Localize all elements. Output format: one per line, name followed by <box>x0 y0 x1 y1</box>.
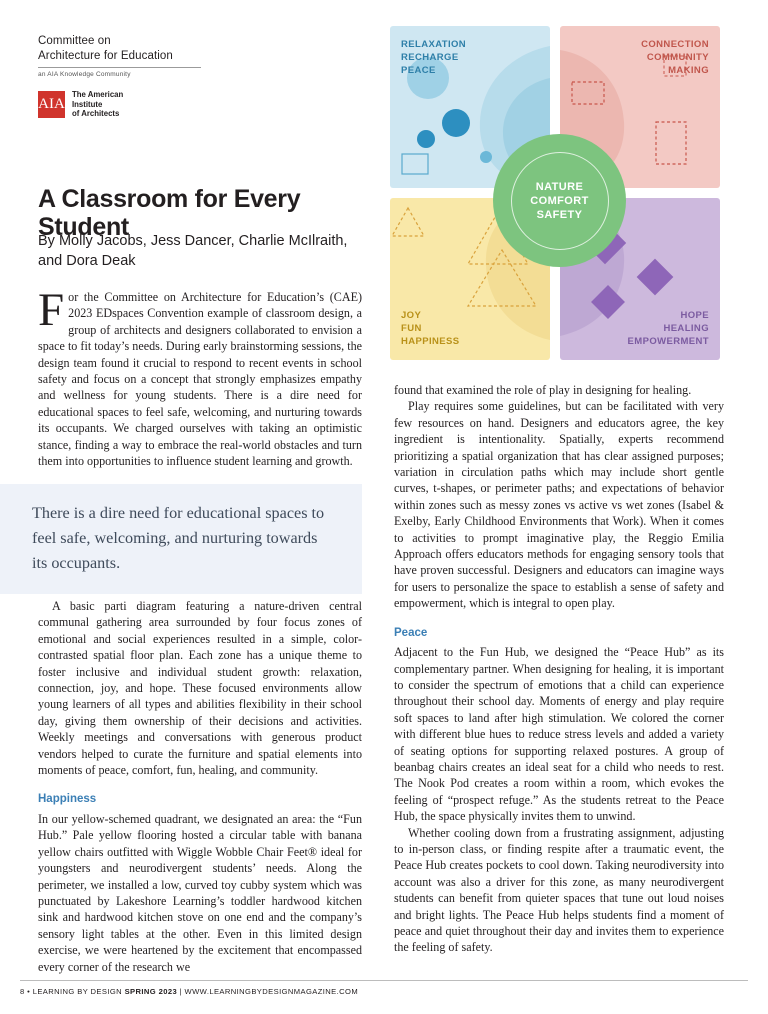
diagram-center-circle <box>493 134 626 267</box>
masthead-divider <box>38 67 201 68</box>
byline: By Molly Jacobs, Jess Dancer, Charlie McIlraith, and Dora Deak <box>38 233 348 269</box>
quadrant-joy-line1: JOY <box>401 310 422 321</box>
quadrant-label-relaxation <box>401 38 466 77</box>
quadrant-connection-line1: CONNECTION <box>641 39 709 50</box>
subhead-happiness: Happiness <box>38 793 97 806</box>
knowledge-community-label: an AIA Knowledge Community <box>38 71 131 78</box>
footer-page-number: 8 <box>20 987 25 996</box>
quadrant-hope-line1: HOPE <box>680 310 709 321</box>
aia-logo-line3: of Architects <box>72 109 120 118</box>
lead-paragraph <box>38 284 362 469</box>
happiness-paragraph: In our yellow-schemed quadrant, we designated an area: the “Fun Hub.” Pale yellow flooring hosted a circular table with banana yellow chairs outfitted with Wiggle Wobble Chair Feet® ideal for youngsters and neurodivergent students’ needs. Along the perimeter, we installed a low, curved toy cubby system which was punctuated by Lakeshore Learning’s toddler hardwood kitchen sink and hardwood kitchen stove on one end and the company’s sensory light tables at the other. Even in this limited design exercise, we were heartened by the excitement that encompassed every corner of the research we <box>38 811 362 974</box>
peace-paragraph-1: Adjacent to the Fun Hub, we designed the “Peace Hub” as its complementary partner. When designing for healing, it is important to consider the spectrum of emotions that a child can experience throughout their school day. Moments of energy and play require soft spaces to land after high stimulation. We colored the corner with different blue hues to reduce stress levels and added a variety of seating options for supporting relaxed postures. A group of beanbag chairs creates an ideal seat for a child who needs to rest. The Nook Pod creates a room within a room, which evokes the feeling of “prospect refuge.” As the students retreat to the Peace Hub, the space physically invites them to unwind. <box>394 645 724 824</box>
quadrant-hope-line3: EMPOWERMENT <box>627 336 709 347</box>
diagram-center-inner-ring <box>511 152 609 250</box>
quadrant-label-joy <box>401 309 460 348</box>
quadrant-hope-line2: HEALING <box>663 323 709 334</box>
peace-paragraph-2: Whether cooling down from a frustrating assignment, adjusting to in-person class, or finding respite after a traumatic event, the Peace Hub creates pockets to cool down. Taking neurodiversity into account was also a driver for this zone, as many neurodivergent students can benefit from quieter spaces that tune out loud noises and bright lights. The Peace Hub helps students find a moment of peace and quiet throughout their day and invites them to experience the feeling of safety. <box>394 825 724 955</box>
center-line3: SAFETY <box>536 208 583 221</box>
footer-divider <box>20 980 748 981</box>
aia-logo-line1: The American <box>72 90 124 99</box>
quadrant-connection-line2: COMMUNITY <box>646 52 709 63</box>
quadrant-label-hope <box>628 309 709 348</box>
footer-website: WWW.LEARNINGBYDESIGNMAGAZINE.COM <box>184 987 359 996</box>
quadrant-label-connection <box>641 38 709 77</box>
quadrant-joy-line2: FUN <box>401 323 422 334</box>
committee-title-line2: Architecture for Education <box>38 50 173 62</box>
footer-publication: LEARNING BY DESIGN <box>32 987 123 996</box>
left-column-body <box>38 598 362 975</box>
footer-issue: SPRING 2023 <box>124 987 178 996</box>
drop-cap: F <box>38 284 65 336</box>
quadrant-relaxation-line3: PEACE <box>401 65 436 76</box>
center-line2: COMFORT <box>530 194 589 207</box>
page-title: A Classroom for Every Student <box>38 184 301 241</box>
parti-diagram <box>390 26 730 371</box>
page-footer <box>20 987 750 996</box>
quadrant-relaxation-line2: RECHARGE <box>401 52 459 63</box>
footer-bullet-1: • <box>27 987 31 996</box>
aia-emblem-icon: AIA <box>38 91 65 118</box>
lead-text: or the Committee on Architecture for Education’s (CAE) 2023 EDspaces Convention example of classroom design, a group of architects and designers collaborated to envision a space to fit today’s needs. During early brainstorming sessions, the design team found it crucial to respond to recent events in school safety and focus on a concept that strongly emphasizes empathy and wellness for young students. There is a dire need for educational spaces to feel safe, welcoming, and nurturing towards its occupants. We charged ourselves with taking an optimistic stance, finding a way to embrace the real-world obstacles and turn them into opportunities to influence student learning and growth. <box>38 290 362 469</box>
right-column-body <box>394 382 724 956</box>
masthead <box>38 34 238 119</box>
subhead-peace: Peace <box>394 626 428 639</box>
quadrant-connection-line3: MAKING <box>668 65 709 76</box>
right-paragraph-2: Play requires some guidelines, but can be facilitated with very few resources on hand. Designers and educators agree, the key ingredient is intentionality. Spatially, experts recommend prioritizing a spatial organization that has clear assigned purposes; variation in circulation paths which may include short gentle curves, t-shapes, or perimeter paths; and expectations of behavior within zones such as messy zones vs active vs wet zones (Isabel & Exelby, Early Childhood Environments that Work). When it comes to activities to prompt imaginative play, the Reggio Emilia Approach offers educators methods for engaging sensory tools that have proven successful. Designers and educators can imagine ways for users to personalize the space to establish a sense of safety and empowerment, which is integral to open play. <box>394 399 724 611</box>
committee-title-line1: Committee on <box>38 35 111 47</box>
quadrant-relaxation-line1: RELAXATION <box>401 39 467 50</box>
right-paragraph-1: found that examined the role of play in designing for healing. <box>394 383 692 397</box>
aia-logo <box>38 90 238 119</box>
committee-title <box>38 34 238 64</box>
footer-separator: | <box>179 987 183 996</box>
aia-logo-text <box>72 90 123 119</box>
quadrant-joy-line3: HAPPINESS <box>401 336 460 347</box>
center-line1: NATURE <box>535 180 584 193</box>
left-paragraph-1: A basic parti diagram featuring a nature-driven central communal gathering area surrounded by four focus zones of emotional and social experiences resulted in a simple, color-contrasted spatial floor plan. Each zone has a unique theme to foster inclusive and individual student growth: relaxation, connection, joy, and hope. These focused environments allow young learners of all types and abilities flexibility in their school day, giving them ownership of their decisions and activities. Weekly meetings and conversations with generous product vendors helped to curate the furniture and spatial elements into moments of peace, comfort, fun, healing, and community. <box>38 599 362 778</box>
pull-quote: There is a dire need for educational spaces to feel safe, welcoming, and nurturing towards its occupants. <box>0 484 362 594</box>
aia-logo-line2: Institute <box>72 99 103 109</box>
